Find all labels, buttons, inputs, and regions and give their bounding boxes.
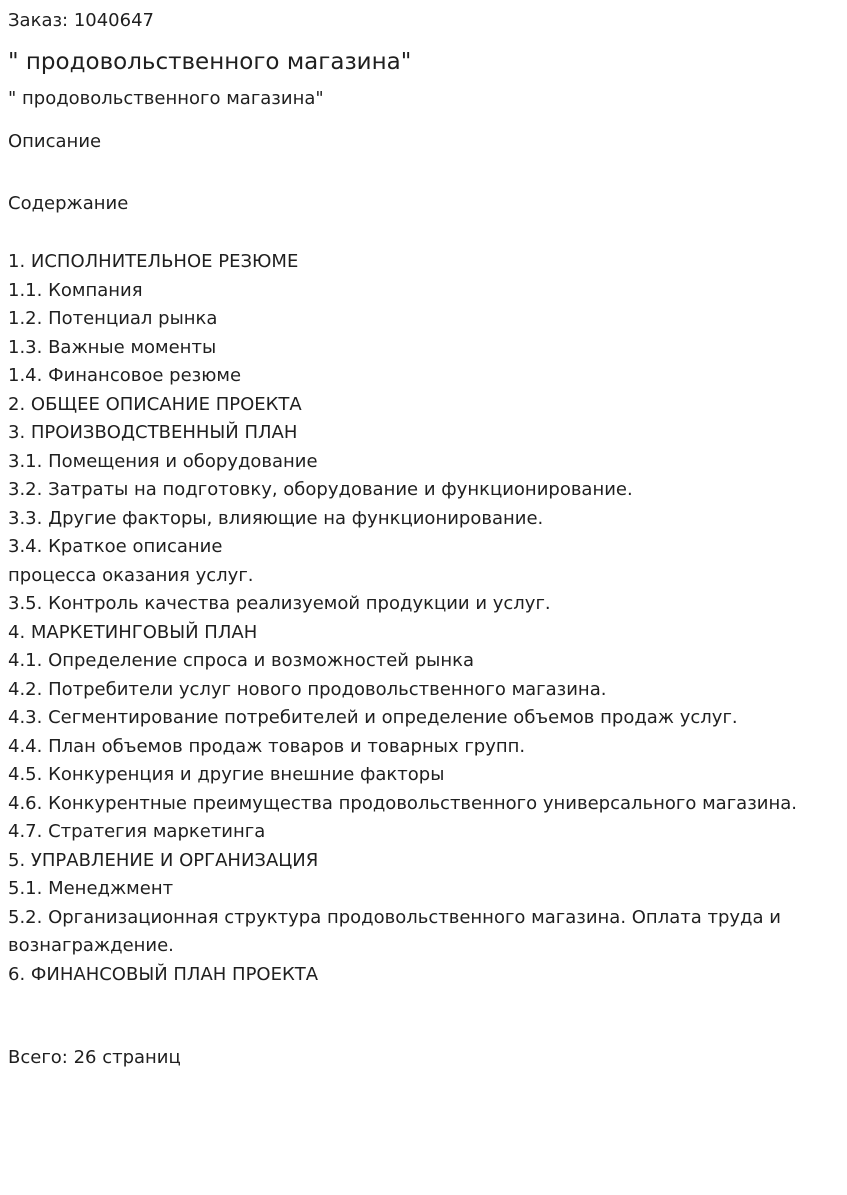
toc-item: 5.1. Менеджмент [8,878,174,899]
toc-item: 5. УПРАВЛЕНИЕ И ОРГАНИЗАЦИЯ [8,849,319,871]
toc-item: 3. ПРОИЗВОДСТВЕННЫЙ ПЛАН [8,422,298,443]
toc-item: 1.1. Компания [8,279,143,301]
document-title: " продовольственного магазина" [8,49,412,75]
toc-item: 3.3. Другие факторы, влияющие на функционирование. [8,507,544,529]
toc-item: 6. ФИНАНСОВЫЙ ПЛАН ПРОЕКТА [8,963,319,985]
description-heading: Описание [8,131,102,152]
toc-item: 4.4. План объемов продаж товаров и товарных групп. [8,735,526,757]
table-of-contents [8,248,838,989]
toc-item: 4.2. Потребители услуг нового продовольственного магазина. [8,678,607,700]
document-subtitle: " продовольственного магазина" [8,88,324,109]
toc-item: 4. МАРКЕТИНГОВЫЙ ПЛАН [8,621,258,643]
toc-item: 4.5. Конкуренция и другие внешние факторы [8,764,445,785]
toc-item: 4.6. Конкурентные преимущества продовольственного универсального магазина. [8,792,797,814]
toc-item: 1.2. Потенциал рынка [8,308,218,329]
toc-item: 2. ОБЩЕЕ ОПИСАНИЕ ПРОЕКТА [8,393,302,415]
toc-item: 1.3. Важные моменты [8,336,217,358]
contents-heading: Содержание [8,193,129,214]
total-pages: Всего: 26 страниц [8,1047,181,1068]
toc-item: 3.5. Контроль качества реализуемой продукции и услуг. [8,593,551,614]
toc-item: 3.4. Краткое описание [8,536,223,557]
toc-item: 1. ИСПОЛНИТЕЛЬНОЕ РЕЗЮМЕ [8,251,299,272]
toc-item: 3.1. Помещения и оборудование [8,450,318,472]
toc-item: 4.1. Определение спроса и возможностей рынка [8,650,475,671]
toc-item: 3.2. Затраты на подготовку, оборудование и функционирование. [8,479,633,500]
toc-item: 1.4. Финансовое резюме [8,365,242,386]
toc-item: 4.7. Стратегия маркетинга [8,821,266,842]
toc-item: 5.2. Организационная структура продовольственного магазина. Оплата труда и вознаграждение. [8,906,781,956]
order-number: Заказ: 1040647 [8,10,154,31]
toc-item: 4.3. Сегментирование потребителей и определение объемов продаж услуг. [8,707,738,728]
toc-item: процесса оказания услуг. [8,564,254,586]
